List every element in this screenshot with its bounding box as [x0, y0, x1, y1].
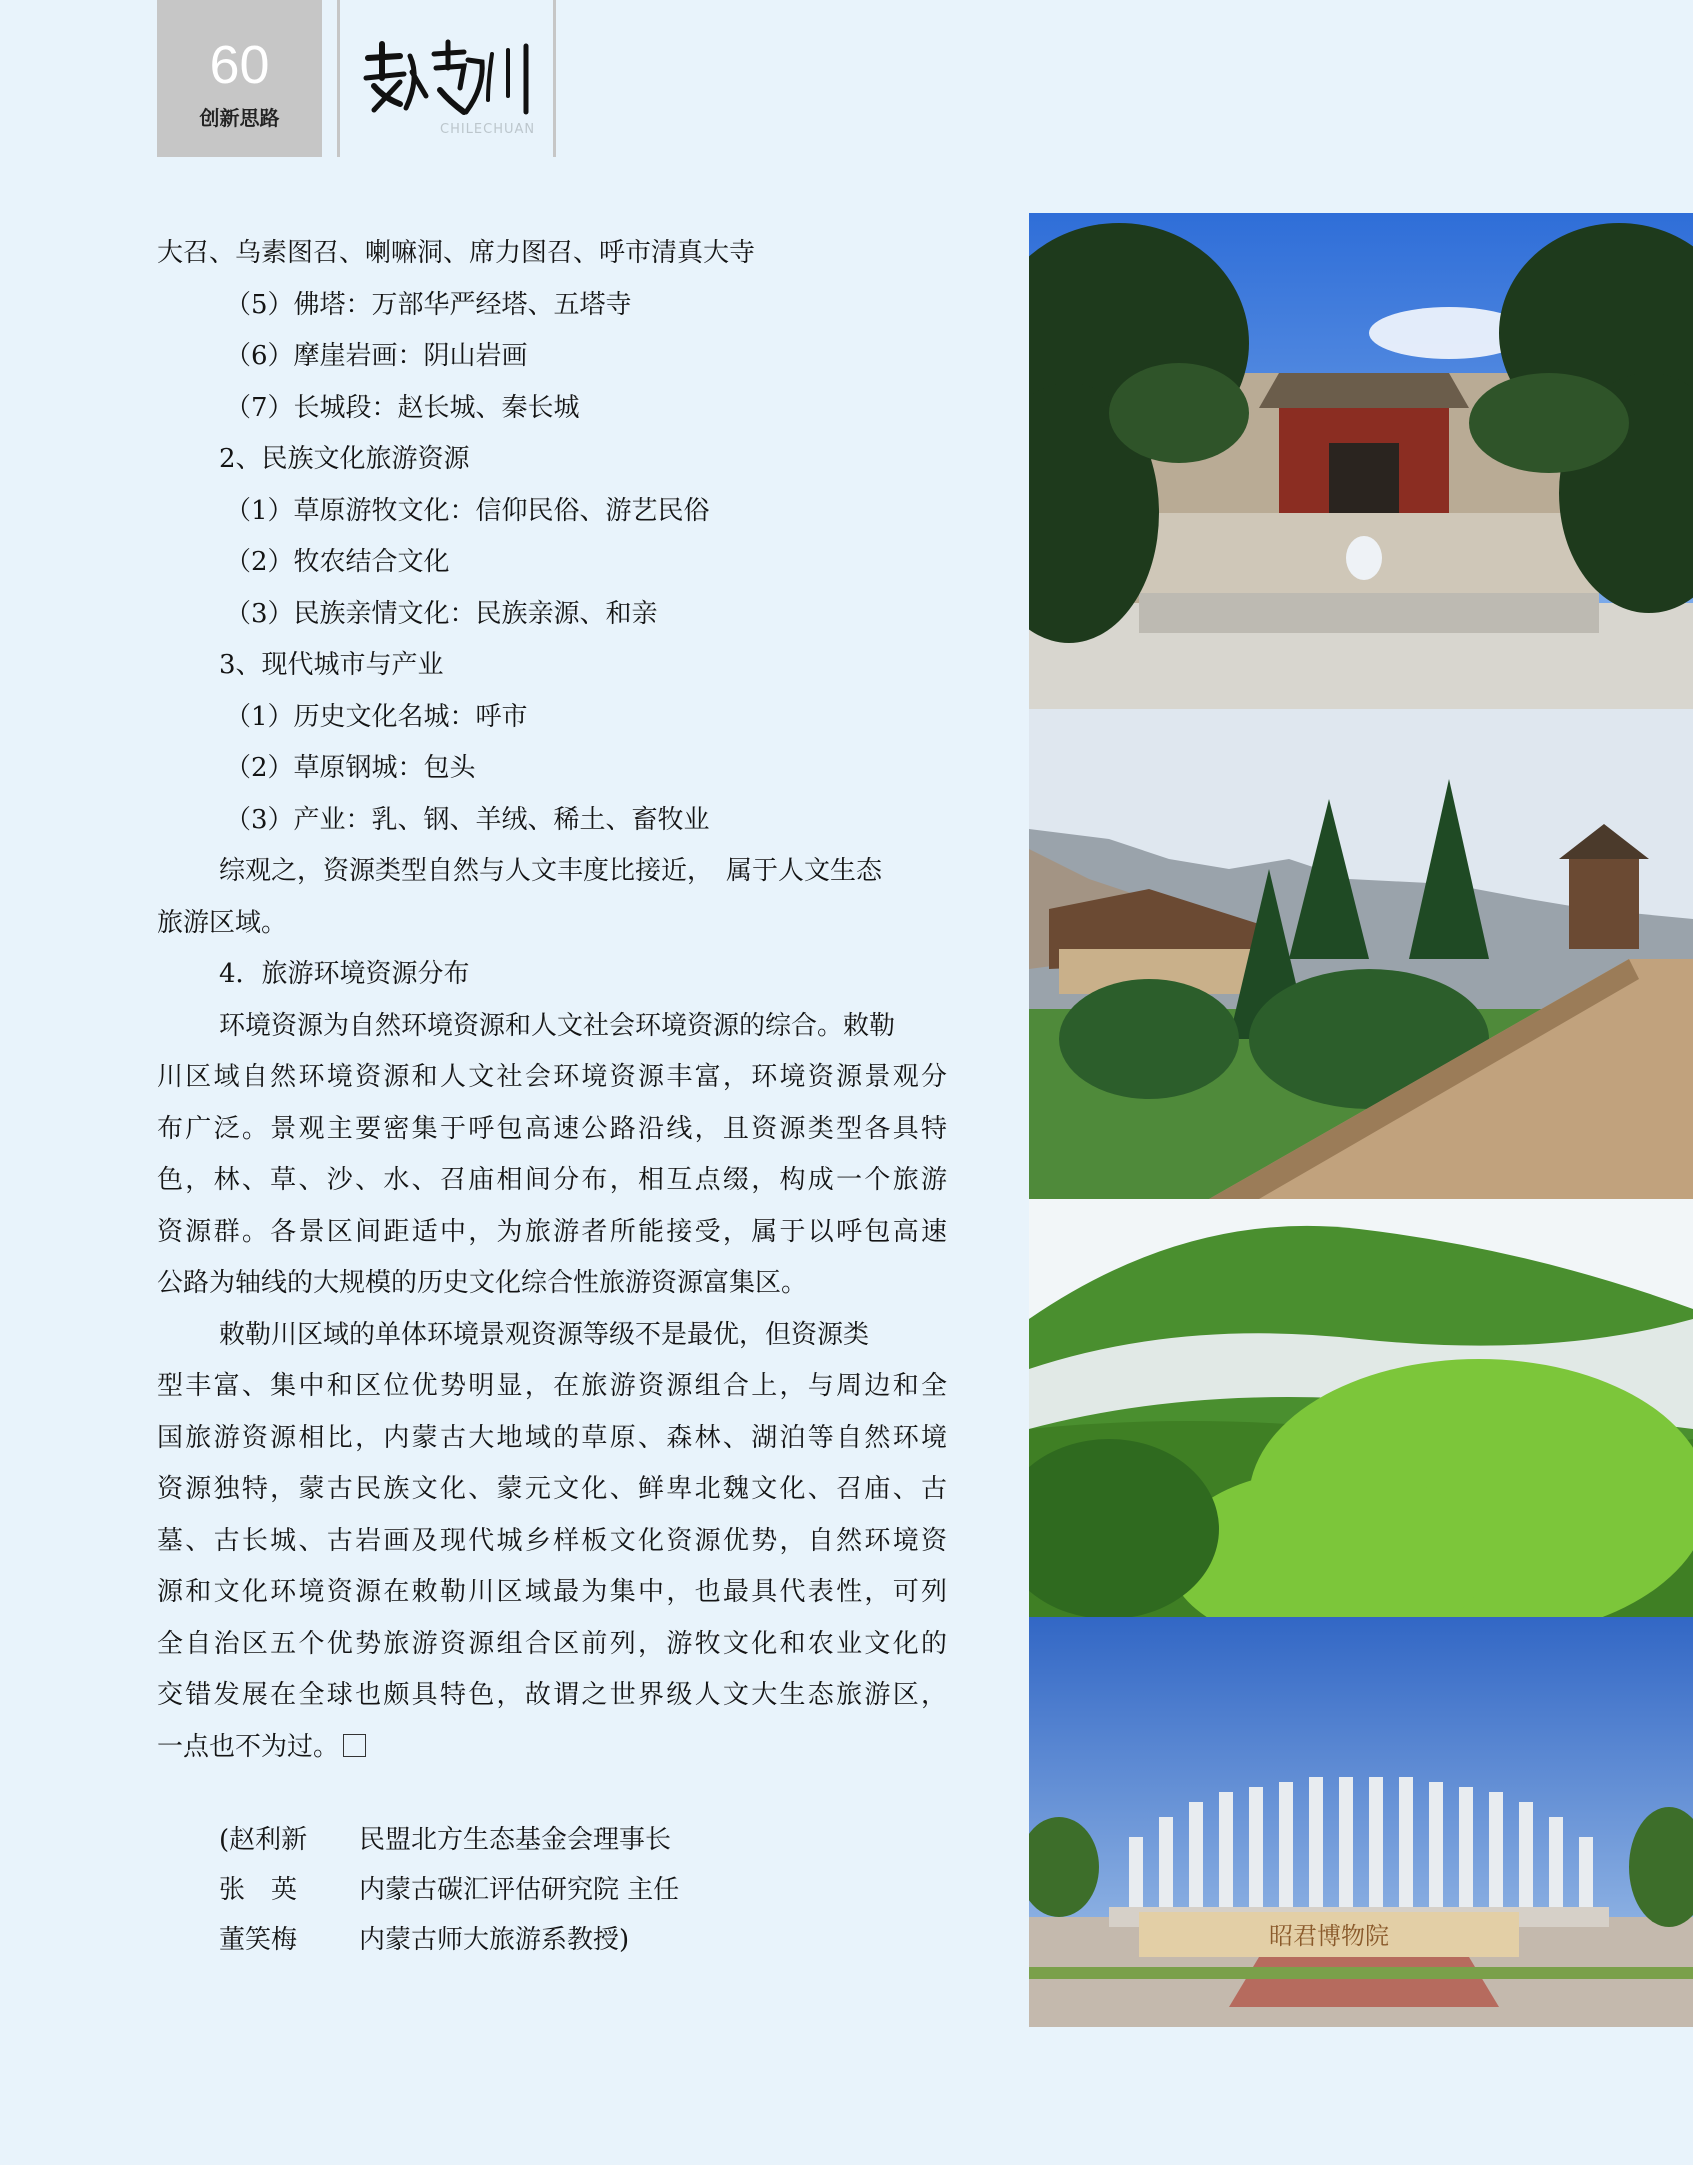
author-row — [219, 1865, 679, 1915]
paragraph-line: 色，林、草、沙、水、召庙相间分布，相互点缀，构成一个旅游 — [157, 1165, 947, 1195]
paragraph-line: （6）摩崖岩画：阴山岩画 — [225, 341, 528, 371]
temple-photo-icon — [1029, 213, 1693, 709]
paragraph-line: 全自治区五个优势旅游资源组合区前列，游牧文化和农业文化的 — [157, 1628, 947, 1659]
paragraph-line: 环境资源为自然环境资源和人文社会环境资源的综合。敕勒 — [219, 1010, 896, 1041]
museum-sign-text: 昭君博物院 — [1269, 1922, 1389, 1950]
header-divider-left — [337, 0, 340, 157]
author-row — [219, 1915, 679, 1965]
author-name: 董笑梅 — [219, 1925, 298, 1955]
article-body — [157, 228, 947, 1773]
mountain-photo-icon — [1029, 1199, 1693, 1617]
paragraph-line: 国旅游资源相比，内蒙古大地域的草原、森林、湖泊等自然环境 — [157, 1422, 947, 1453]
paragraph-line: 型丰富、集中和区位优势明显，在旅游资源组合上，与周边和全 — [157, 1371, 947, 1401]
author-title: 内蒙古碳汇评估研究院 主任 — [359, 1875, 680, 1905]
museum-photo-icon — [1029, 1617, 1693, 2027]
paragraph-line: 资源独特，蒙古民族文化、蒙元文化、鲜卑北魏文化、召庙、古 — [157, 1474, 947, 1504]
calligraphy-logo-icon — [360, 38, 540, 118]
page-number: 60 — [209, 35, 270, 95]
logo-subtitle: CHILECHUAN — [440, 122, 536, 137]
photo-museum — [1029, 1617, 1693, 2027]
paragraph-line: （3）产业：乳、钢、羊绒、稀土、畜牧业 — [225, 804, 710, 835]
paragraph-line: 一点也不为过。 — [157, 1731, 340, 1762]
magazine-logo — [360, 38, 540, 138]
paragraph-line: 旅游区域。 — [157, 907, 288, 938]
subheading: 4．旅游环境资源分布 — [219, 959, 470, 989]
paragraph-line: （2）草原钢城：包头 — [225, 753, 476, 783]
photo-great-wall — [1029, 709, 1693, 1199]
author-row — [219, 1815, 679, 1865]
paragraph-line: （7）长城段：赵长城、秦长城 — [225, 392, 580, 423]
author-title: 民盟北方生态基金会理事长 — [359, 1825, 672, 1855]
paragraph-line: （3）民族亲情文化：民族亲源、和亲 — [225, 598, 658, 629]
header-divider-right — [553, 0, 556, 157]
end-mark-icon — [343, 1734, 366, 1757]
great-wall-photo-icon — [1029, 709, 1693, 1199]
paragraph-line: 源和文化环境资源在敕勒川区域最为集中，也最具代表性，可列 — [157, 1577, 947, 1607]
author-name: (赵利新 — [219, 1825, 308, 1855]
paragraph-line: 交错发展在全球也颇具特色，故谓之世界级人文大生态旅游区， — [157, 1680, 947, 1710]
paragraph-line: （1）草原游牧文化：信仰民俗、游艺民俗 — [225, 495, 710, 526]
paragraph-line: 综观之，资源类型自然与人文丰度比接近， 属于人文生态 — [219, 856, 883, 886]
photo-misty-mountain — [1029, 1199, 1693, 1617]
paragraph-line: 川区域自然环境资源和人文社会环境资源丰富，环境资源景观分 — [157, 1062, 947, 1092]
paragraph-line: 墓、古长城、古岩画及现代城乡样板文化资源优势，自然环境资 — [157, 1525, 947, 1556]
paragraph-line: 敕勒川区域的单体环境景观资源等级不是最优，但资源类 — [219, 1319, 870, 1350]
author-credits — [219, 1815, 679, 1965]
subheading: 2、民族文化旅游资源 — [219, 444, 470, 474]
author-title: 内蒙古师大旅游系教授) — [359, 1925, 630, 1955]
paragraph-line: 公路为轴线的大规模的历史文化综合性旅游资源富集区。 — [157, 1268, 808, 1298]
paragraph-line: 资源群。各景区间距适中，为旅游者所能接受，属于以呼包高速 — [157, 1216, 947, 1247]
page-number-box — [157, 0, 322, 157]
paragraph-line: 布广泛。景观主要密集于呼包高速公路沿线，且资源类型各具特 — [157, 1113, 947, 1144]
paragraph-line: （5）佛塔：万部华严经塔、五塔寺 — [225, 289, 632, 320]
author-name: 张 英 — [219, 1875, 298, 1905]
photo-temple-gate — [1029, 213, 1693, 709]
subheading: 3、现代城市与产业 — [219, 650, 444, 680]
paragraph-line: （2）牧农结合文化 — [225, 547, 450, 577]
paragraph-line: 大召、乌素图召、喇嘛洞、席力图召、呼市清真大寺 — [157, 238, 756, 268]
paragraph-line: （1）历史文化名城：呼市 — [225, 701, 528, 732]
paragraph-last-line — [157, 1722, 947, 1774]
section-tag: 创新思路 — [199, 106, 280, 130]
